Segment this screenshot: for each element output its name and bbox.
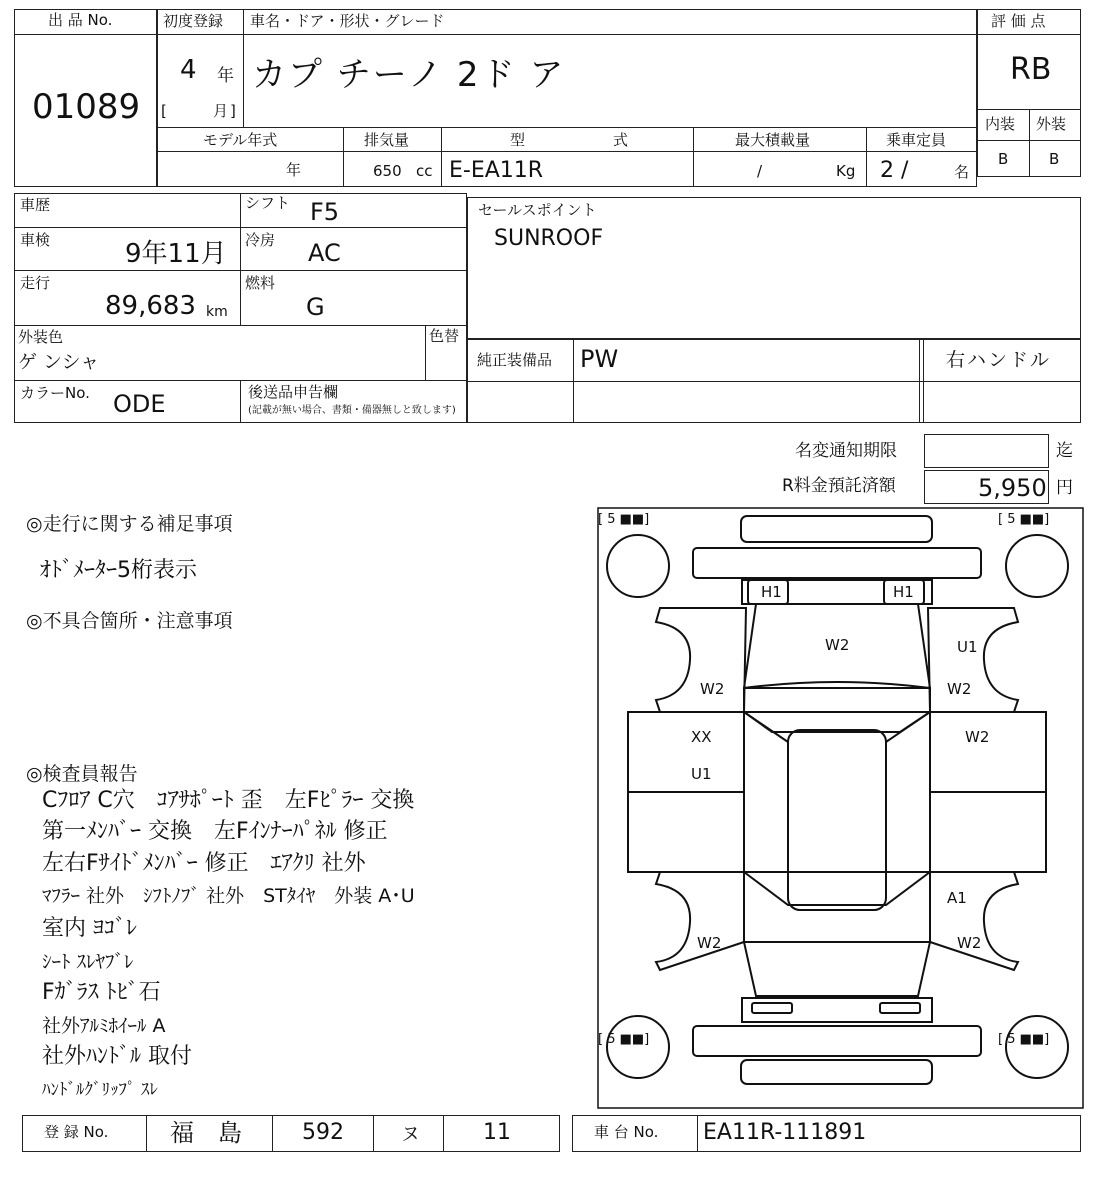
mark-rear-left-fender: W2 xyxy=(697,934,722,952)
exterior-label: 外装 xyxy=(1036,115,1067,133)
divider xyxy=(146,1115,147,1152)
post-delivery-note: (記載が無い場合、書類・備器無しと致します) xyxy=(248,405,456,416)
color-no-value: ODE xyxy=(113,390,166,418)
displacement-value: 650 xyxy=(373,162,402,180)
shift-value: F5 xyxy=(310,198,340,226)
tire-rear-left-icon xyxy=(607,1016,669,1078)
history-label: 車歴 xyxy=(20,196,51,214)
left-rear-side xyxy=(628,792,744,872)
chassis-label: 車 台 No. xyxy=(594,1123,659,1141)
odometer-note: ｵﾄﾞﾒｰﾀｰ5桁表示 xyxy=(40,558,197,583)
first-reg-year: 4 xyxy=(180,55,197,85)
tire-rear-right-icon xyxy=(1006,1016,1068,1078)
divider xyxy=(443,1115,444,1152)
mark-right-door: W2 xyxy=(965,728,990,746)
name-change-suffix: 迄 xyxy=(1056,441,1073,461)
roof xyxy=(788,730,886,910)
car-name-label: 車名・ドア・形状・グレード xyxy=(250,12,445,30)
interior-grade: B xyxy=(998,150,1009,168)
mark-front-left-fender: W2 xyxy=(700,680,725,698)
registration-label: 登 録 No. xyxy=(44,1123,109,1141)
report-line: Cﾌﾛｱ C穴 ｺｱｻﾎﾟｰﾄ 歪 左Fﾋﾟﾗｰ 交換 xyxy=(42,788,415,813)
right-front-door xyxy=(930,712,1046,792)
recycle-unit: 円 xyxy=(1056,478,1073,498)
taillight-bar xyxy=(742,998,932,1022)
mark-front-right-fender-u: U1 xyxy=(957,638,978,656)
report-line: 左右Fｻｲﾄﾞﾒﾝﾊﾞｰ 修正 ｴｱｸﾘ 社外 xyxy=(42,851,366,876)
windshield xyxy=(744,682,930,732)
inspection-value: 9年11月 xyxy=(125,239,227,269)
registration-serial: 11 xyxy=(483,1120,511,1145)
post-delivery-label: 後送品申告欄 xyxy=(248,383,339,401)
mileage-value: 89,683 xyxy=(105,291,196,321)
lot-label: 出 品 No. xyxy=(48,11,113,29)
color-value: ゲ ンシャ xyxy=(18,351,100,373)
score-value: RB xyxy=(1010,52,1052,87)
fuel-label: 燃料 xyxy=(245,274,276,292)
color-change-label: 色替 xyxy=(429,327,460,345)
max-load-slash: / xyxy=(757,162,763,180)
rear-left-fender xyxy=(656,872,744,970)
ac-label: 冷房 xyxy=(245,231,276,249)
cabin xyxy=(744,712,930,872)
color-label: 外装色 xyxy=(18,328,64,346)
type-label-1: 型 xyxy=(510,131,526,149)
tire-label-br: [ 5 ■■] xyxy=(998,1032,1050,1047)
capacity-unit: 名 xyxy=(954,163,970,181)
shift-label: シフト xyxy=(245,194,291,212)
car-name: カプ チーノ 2ド ア xyxy=(252,55,566,95)
month-bracket-close: ] xyxy=(230,102,236,120)
trunk xyxy=(744,942,930,996)
first-reg-label: 初度登録 xyxy=(163,12,224,30)
model-year-unit: 年 xyxy=(286,161,302,179)
steering-value: 右ハンドル xyxy=(946,349,1052,371)
displacement-unit: cc xyxy=(416,162,433,180)
tire-label-tl: [ 5 ■■] xyxy=(598,512,650,527)
equipment-value: PW xyxy=(580,345,619,373)
rear-right-fender xyxy=(930,872,1018,970)
score-label: 評 価 点 xyxy=(991,12,1046,30)
right-rear-side xyxy=(930,792,1046,872)
report-line: 社外ﾊﾝﾄﾞﾙ 取付 xyxy=(42,1044,192,1069)
exterior-grade: B xyxy=(1049,150,1060,168)
inspector-heading: ◎検査員報告 xyxy=(26,763,138,785)
report-line: 室内 ﾖｺﾞﾚ xyxy=(42,916,137,941)
mileage-label: 走行 xyxy=(20,274,51,292)
interior-label: 内装 xyxy=(985,115,1016,133)
lot-number: 01089 xyxy=(32,87,141,127)
recycle-amount: 5,950 xyxy=(978,474,1047,502)
recycle-label: R料金預託済額 xyxy=(782,476,896,496)
name-change-label: 名変通知期限 xyxy=(795,441,897,461)
month-unit: 月 xyxy=(213,102,229,120)
mark-left-door-xx: XX xyxy=(691,728,712,746)
max-load-label: 最大積載量 xyxy=(735,131,811,149)
year-unit: 年 xyxy=(217,66,234,86)
front-right-fender xyxy=(928,608,1018,712)
tire-label-tr: [ 5 ■■] xyxy=(998,512,1050,527)
model-code: E-EA11R xyxy=(449,158,544,183)
mark-left-door-u1: U1 xyxy=(691,765,712,783)
tire-front-left-icon xyxy=(607,535,669,597)
mark-rear-right-fender-w: W2 xyxy=(957,934,982,952)
tire-label-bl: [ 5 ■■] xyxy=(598,1032,650,1047)
max-load-unit: Kg xyxy=(836,162,856,180)
defects-heading: ◎不具合箇所・注意事項 xyxy=(26,610,233,632)
divider xyxy=(373,1115,374,1152)
mileage-unit: km xyxy=(206,304,228,320)
rear-deck xyxy=(744,872,930,942)
front-grille xyxy=(741,516,932,542)
mark-rear-right-fender-a: A1 xyxy=(947,889,967,907)
report-line: ｼｰﾄ ｽﾚﾔﾌﾞﾚ xyxy=(42,951,134,973)
registration-region: 福 島 xyxy=(170,1119,242,1147)
mark-front-right-fender-w: W2 xyxy=(947,680,972,698)
left-front-door xyxy=(628,712,744,792)
report-line: 社外ｱﾙﾐﾎｲｰﾙ A xyxy=(42,1015,166,1037)
sales-point-label: セールスポイント xyxy=(478,201,597,219)
report-line: 第一ﾒﾝﾊﾞｰ 交換 左Fｲﾝﾅｰﾊﾟﾈﾙ 修正 xyxy=(42,819,388,844)
mileage-notes-heading: ◎走行に関する補足事項 xyxy=(26,513,233,535)
type-label-2: 式 xyxy=(613,131,629,149)
displacement-label: 排気量 xyxy=(364,131,410,149)
ac-value: AC xyxy=(308,239,341,267)
inspection-label: 車検 xyxy=(20,231,51,249)
mark-h1-right: H1 xyxy=(893,583,914,601)
fuel-value: G xyxy=(306,293,325,321)
divider xyxy=(697,1115,698,1152)
color-no-label: カラーNo. xyxy=(20,384,90,402)
model-year-label: モデル年式 xyxy=(203,131,278,149)
report-line: ﾏﾌﾗｰ 社外 ｼﾌﾄﾉﾌﾞ 社外 STﾀｲﾔ 外装 A･U xyxy=(42,885,415,907)
front-bumper xyxy=(693,548,981,578)
capacity-label: 乗車定員 xyxy=(886,131,947,149)
rear-bumper xyxy=(693,1026,981,1056)
mark-hood: W2 xyxy=(825,636,850,654)
mark-h1-left: H1 xyxy=(761,583,782,601)
diagram-frame xyxy=(598,508,1083,1108)
registration-kana: ヌ xyxy=(401,1123,421,1145)
report-line: Fｶﾞﾗｽ ﾄﾋﾞ石 xyxy=(42,980,161,1005)
rear-panel xyxy=(741,1060,932,1084)
capacity-value: 2 / xyxy=(880,158,909,183)
divider xyxy=(272,1115,273,1152)
chassis-number: EA11R-111891 xyxy=(703,1120,867,1145)
report-line: ﾊﾝﾄﾞﾙｸﾞﾘｯﾌﾟ ｽﾚ xyxy=(42,1080,158,1100)
month-bracket-open: [ xyxy=(161,102,167,120)
tire-front-right-icon xyxy=(1006,535,1068,597)
equipment-label: 純正装備品 xyxy=(477,351,553,369)
registration-class: 592 xyxy=(302,1120,344,1145)
sales-point-value: SUNROOF xyxy=(494,226,604,251)
